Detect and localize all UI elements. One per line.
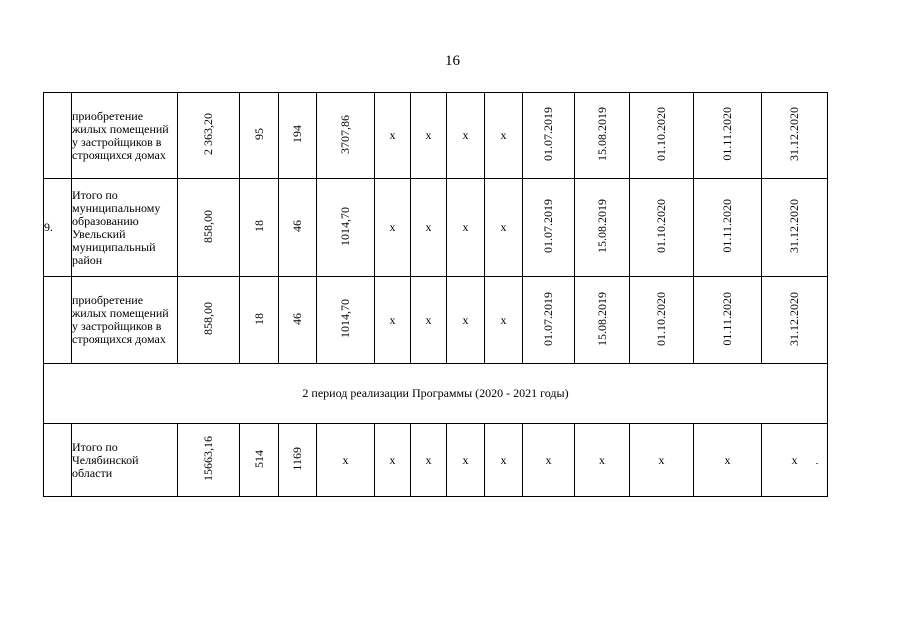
table-row [44,277,828,364]
total-row [44,424,828,497]
row-number [44,93,72,179]
date-value: 31.12.2020 [787,107,801,161]
row-name: Итого по муниципальному образованию Увельский муниципальный район [72,179,178,277]
cross-mark: x [575,424,630,497]
cross-mark: x [694,424,762,497]
cross-mark: x [523,424,575,497]
date-value: 01.11.2020 [720,107,734,161]
page-number: 16 [445,53,460,69]
cost-value: 3707,86 [338,114,352,154]
families-value: 18 [251,220,266,232]
cross-mark: x [447,277,485,364]
families-value: 18 [251,312,266,325]
table-row [44,179,828,277]
date-value: 31.12.2020 [787,199,801,253]
cross-mark: x [375,93,411,179]
cross-mark: x [411,179,447,277]
persons-value: 1169 [290,446,304,471]
date-value: 01.07.2019 [541,291,555,346]
cross-mark: x [630,424,694,497]
cross-mark: x [762,424,828,497]
row-name: приобретение жилых помещений у застройщиков в строящихся домах [72,93,178,179]
period-heading-row [44,364,828,424]
cross-mark: x [447,424,485,497]
cost-value: 1014,70 [338,206,352,246]
families-value: 514 [251,449,266,468]
cost-value: 1014,70 [338,299,352,338]
row-number [44,424,72,497]
cross-mark: x [447,179,485,277]
cross-mark: x [485,277,523,364]
cross-mark: x [485,179,523,277]
area-value: 858,00 [201,302,215,335]
period-heading: 2 период реализации Программы (2020 - 2021 годы) [44,364,828,424]
table-row [44,93,828,179]
cross-mark: x [375,277,411,364]
date-value: 15.08.2019 [594,291,609,346]
persons-value: 46 [290,220,304,232]
cross-mark: x [411,424,447,497]
date-value: 15.08.2019 [594,199,609,253]
cross-mark: x [375,179,411,277]
cross-mark: x [411,93,447,179]
date-value: 01.10.2020 [654,107,668,161]
persons-value: 194 [290,125,304,143]
cross-mark: x [375,424,411,497]
area-value: 15663,16 [201,436,215,481]
cross-mark: x [411,277,447,364]
date-value: 01.07.2019 [541,107,555,161]
cross-mark: x [317,424,375,497]
date-value: 31.12.2020 [787,291,801,346]
date-value: 01.11.2020 [720,291,734,346]
scan-speck [816,463,818,464]
families-value: 95 [251,128,266,140]
row-number: 9. [44,179,72,277]
cross-mark: x [447,93,485,179]
date-value: 01.10.2020 [654,291,668,346]
date-value: 01.07.2019 [541,199,555,253]
cross-mark: x [485,93,523,179]
persons-value: 46 [290,312,304,325]
row-number [44,277,72,364]
area-value: 2 363,20 [201,113,215,155]
date-value: 15.08.2019 [594,107,609,161]
cross-mark: x [485,424,523,497]
row-name: Итого по Челябинской области [72,424,178,497]
date-value: 01.10.2020 [654,199,668,253]
date-value: 01.11.2020 [720,199,734,253]
area-value: 858,00 [201,209,215,243]
program-table [43,92,828,497]
row-name: приобретение жилых помещений у застройщиков в строящихся домах [72,277,178,364]
